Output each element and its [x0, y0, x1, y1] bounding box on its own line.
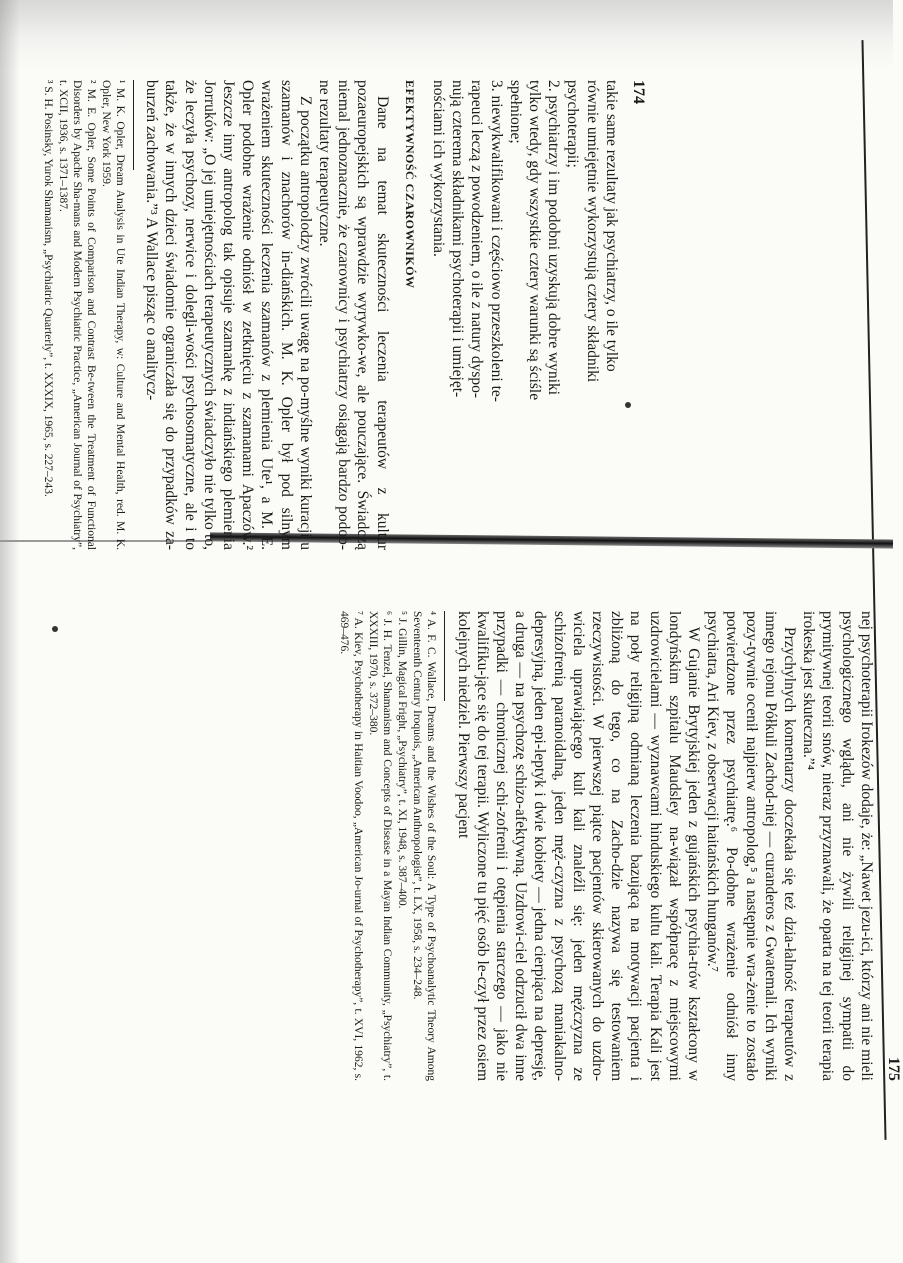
scan-shadow-left: [0, 0, 20, 1263]
page-175: [338, 611, 903, 1081]
text-line: nościami ich wykorzystania.: [429, 80, 447, 257]
footnote: ³ S. H. Posinsky, Yurok Shamanism, „Psychiatric Quarterly”, t. XXXIX, 1965, s. 227–243.: [41, 80, 54, 497]
footnote: ⁵ J. Gillin, Magical Fright, „Psychiatry”, t. XI, 1948, s. 387–400.: [396, 611, 409, 909]
numbered-list: [429, 80, 621, 550]
text-line: psychoterapii;: [564, 80, 582, 168]
text-line: równie umiejętnie wykorzystują cztery składniki: [583, 80, 601, 383]
footnote: ⁴ A. F. C. Wallace, Dreams and the Wishes of the Soul: A Type of Psychoanalytic Theory Among Seventeenth Century Iroquois, „American Anthropologist”, t. LX, 1958, s. 234–248.: [411, 611, 438, 1081]
footnote: ¹ M. K. Opler, Dream Analysis in Ute Indian Therapy, w: Culture and Mental Health, red. M. K. Opler, New York 1959.: [99, 80, 126, 550]
ink-dot: [52, 626, 58, 632]
paragraph: W Gujanie Brytyjskiej jeden z gujańskich psychia-trów kształcony w londyńskim szpitalu Maudsley na-wiązał współpracę z miejscowymi uzdrowicielami — wyznawcami hinduskiego kultu kali. Terapia Kali jest na poły religijną odmianą leczenia bazującą na motywacji pacjenta i zbliżoną do tego, co na Zacho-dzie nazywa się testowaniem rzeczywistości. W pierwszej piątce pacjentów skierowanych do uzdro-wiciela uprawiającego kult kali znaleźli się: jeden mężczyzna ze schizofrenią paranoidalną, jeden męż-czyzna z psychozą maniakalno-depresyjną, jeden epi-leptyk i dwie kobiety — jedna cierpiąca na depresję, a druga — na psychozę schizo-afektywną. Uzdrowi-ciel odrzucił dwa inne przypadki — chronicznej schi-zofrenii i otępienia starczego — jako nie kwalifiku-jące się do tej terapii. Wyliczone tu pięć osób le-czył przez osiem kolejnych niedziel. Pierwszy pacjent: [454, 611, 702, 1081]
text-line: 2. psychiatrzy i im podobni uzyskują dobre wyniki: [545, 80, 563, 396]
page-number: 174: [630, 80, 647, 104]
text-line: tylko wtedy, gdy wszystkie cztery warunki są ściśle: [525, 80, 543, 401]
scan-shadow-top: [0, 0, 893, 70]
paragraph: Z początku antropolodzy zwrócili uwagę na po-myślne wyniki kuracji u szamanów i znachorów in-diańskich. M. K. Opler był pod silnym wrażeniem skuteczności leczenia szamanów z plemienia Ute¹, a M. E. Opler podobne wrażenie odniósł w zetknięciu z szamanami Apaczów.² Jeszcze inny antropolog tak opisuje szamankę z indiańskiego plemienia Jorruków: „O jej umiejętnościach terapeutycznych świadczyło nie tylko to, że leczyła psychozy, nerwice i dolegli-wości psychosomatyczne, ale i to także, że w innych dzieci świadomie ograniczała się do przypadków za-burzeń zachowania.”³ A Wallace pisząc o analitycz-: [143, 80, 314, 550]
text-line: takie same rezultaty jak psychiatrzy, o ile tylko: [602, 80, 620, 372]
footnote: ⁷ A. Kiev, Psychotherapy in Haitian Voodoo, „American Jo-urnal of Psychotherapy”, t. XVI, 1962, s. 469–476.: [338, 611, 365, 1081]
paragraph: Dane na temat skuteczności leczenia terapeutów z kultur pozaeuropejskich są wprawdzie wyrywko-we, ale pouczające. Świadczą niemal jednoznacznie, że czarownicy i psychiatrzy osiągają bardzo podob-ne rezultaty terapeutyczne.: [315, 80, 391, 550]
footnote: ⁶ J. H. Tenzel, Shamanism and Concepts of Disease in a Mayan Indian Community, „Psychiatry”, t. XXXIII, 1970, s. 372–380.: [367, 611, 394, 1081]
footnote: ² M. E. Opler, Some Points of Comparison and Contrast Be-tween the Treatment of Functional Disorders by Apache Sha-mans and Modern Psychiatric Practice, „American Journal of Psychiatry”, t. XCII, 1936, s. 1371–1387.: [56, 80, 97, 550]
page-174: [41, 80, 648, 550]
section-heading: EFEKTYWNOŚĆ CZAROWNIKÓW: [402, 80, 417, 289]
page-number: 175: [885, 1057, 902, 1081]
footnote-rule: [133, 80, 134, 170]
text-line: rapeuci leczą z powodzeniem, o ile z natury dyspo-: [468, 80, 486, 399]
text-line: nują czterema składnikami psychoterapii i umiejęt-: [449, 80, 467, 398]
footnote-rule: [444, 611, 445, 701]
text-line: spełnione;: [506, 80, 524, 144]
paragraph: Przychylnych komentarzy doczekała się też dzia-łalność terapeutów z innego rejonu Półkuli Zachod-niej — curanderos z Gwatemali. Ich wyniki pozy-tywnie ocenił najpierw antropolog,⁵ a następnie wra-żenie to zostało potwierdzone przez psychiatrę.⁶ Po-dobne wrażenie odniósł inny psychiatra, Ari Kiev, z obserwacji haitańskich hunganów.⁷: [704, 611, 798, 1081]
paragraph: nej psychoterapii Irokezów dodaje, że: „Nawet jezu-ici, którzy ani nie mieli psychologicznego wglądu, ani nie żywili religijnej sympatii do prymitywnej teorii snów, nieraz przyznawali, że oparta na tej teorii terapia irokeska jest skuteczna.”⁴: [800, 611, 875, 1081]
text-line: 3. niewykwalifikowani i częściowo przeszkoleni te-: [487, 80, 505, 402]
